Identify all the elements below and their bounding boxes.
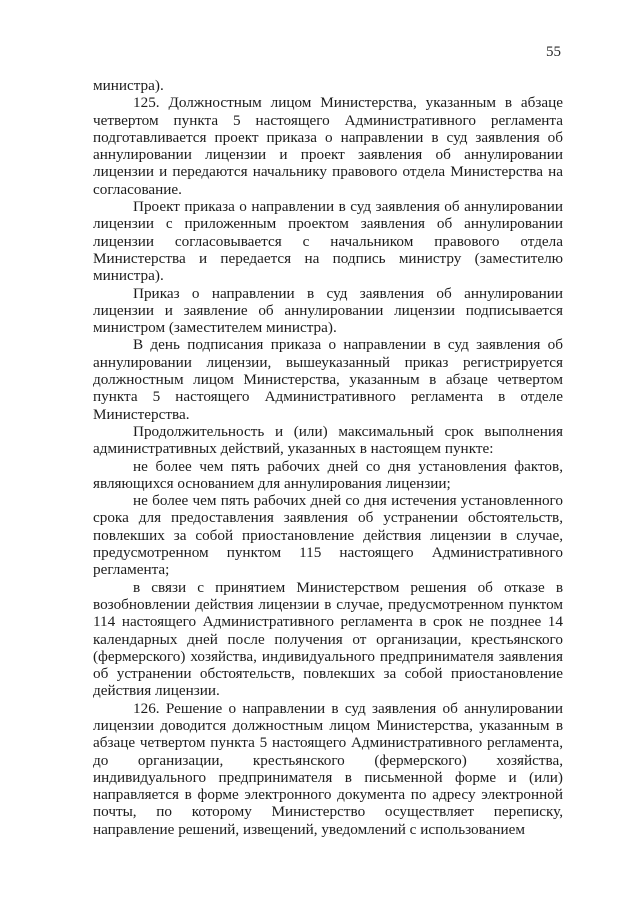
paragraph-duration-item-1: не более чем пять рабочих дней со дня установления фактов, являющихся основанием для аннулирования лицензии; xyxy=(93,457,563,492)
paragraph-continuation: министра). xyxy=(93,77,164,94)
paragraph-126: 126. Решение о направлении в суд заявления об аннулировании лицензии доводится должностным лицом Министерства, указанным в абзаце четвертом пункта 5 настоящего Административного регламента, до организации, крестьянского (фермерского) хозяйства, индивидуального предпринимателя в письменной форме и (или) направляется в форме электронного документа по адресу электронной почты, по которому Министерство осуществляет переписку, направление решений, извещений, уведомлений с использованием xyxy=(93,699,563,838)
document-body xyxy=(93,77,563,838)
page-number: 55 xyxy=(546,44,561,60)
paragraph-draft-order-approval: Проект приказа о направлении в суд заявления об аннулировании лицензии с приложенным проектом заявления об аннулировании лицензии согласовывается с начальником правового отдела Министерства и передается на подпись министру (заместителю министра). xyxy=(93,198,563,285)
paragraph-125: 125. Должностным лицом Министерства, указанным в абзаце четвертом пункта 5 настоящего Административного регламента подготавливается проект приказа о направлении в суд заявления об аннулировании лицензии и проект заявления об аннулировании лицензии и передаются начальнику правового отдела Министерства на согласование. xyxy=(93,94,563,198)
paragraph-duration-item-2: не более чем пять рабочих дней со дня истечения установленного срока для предоставления заявления об устранении обстоятельств, повлекших за собой приостановление действия лицензии в случае, предусмотренном пунктом 115 настоящего Административного регламента; xyxy=(93,492,563,579)
paragraph-duration: Продолжительность и (или) максимальный срок выполнения административных действий, указанных в настоящем пункте: xyxy=(93,422,563,458)
paragraph-order-signing: Приказ о направлении в суд заявления об аннулировании лицензии и заявление об аннулировании лицензии подписывается министром (заместителем министра). xyxy=(93,284,563,337)
paragraph-order-registration: В день подписания приказа о направлении в суд заявления об аннулировании лицензии, вышеуказанный приказ регистрируется должностным лицом Министерства, указанным в абзаце четвертом пункта 5 настоящего Административного регламента в отделе Министерства. xyxy=(93,336,563,423)
paragraph-duration-item-3: в связи с принятием Министерством решения об отказе в возобновлении действия лицензии в случае, предусмотренном пунктом 114 настоящего Административного регламента в срок не позднее 14 календарных дней после получения от организации, крестьянского (фермерского) хозяйства, индивидуального предпринимателя заявления об устранении обстоятельств, повлекших за собой приостановление действия лицензии. xyxy=(93,578,563,700)
